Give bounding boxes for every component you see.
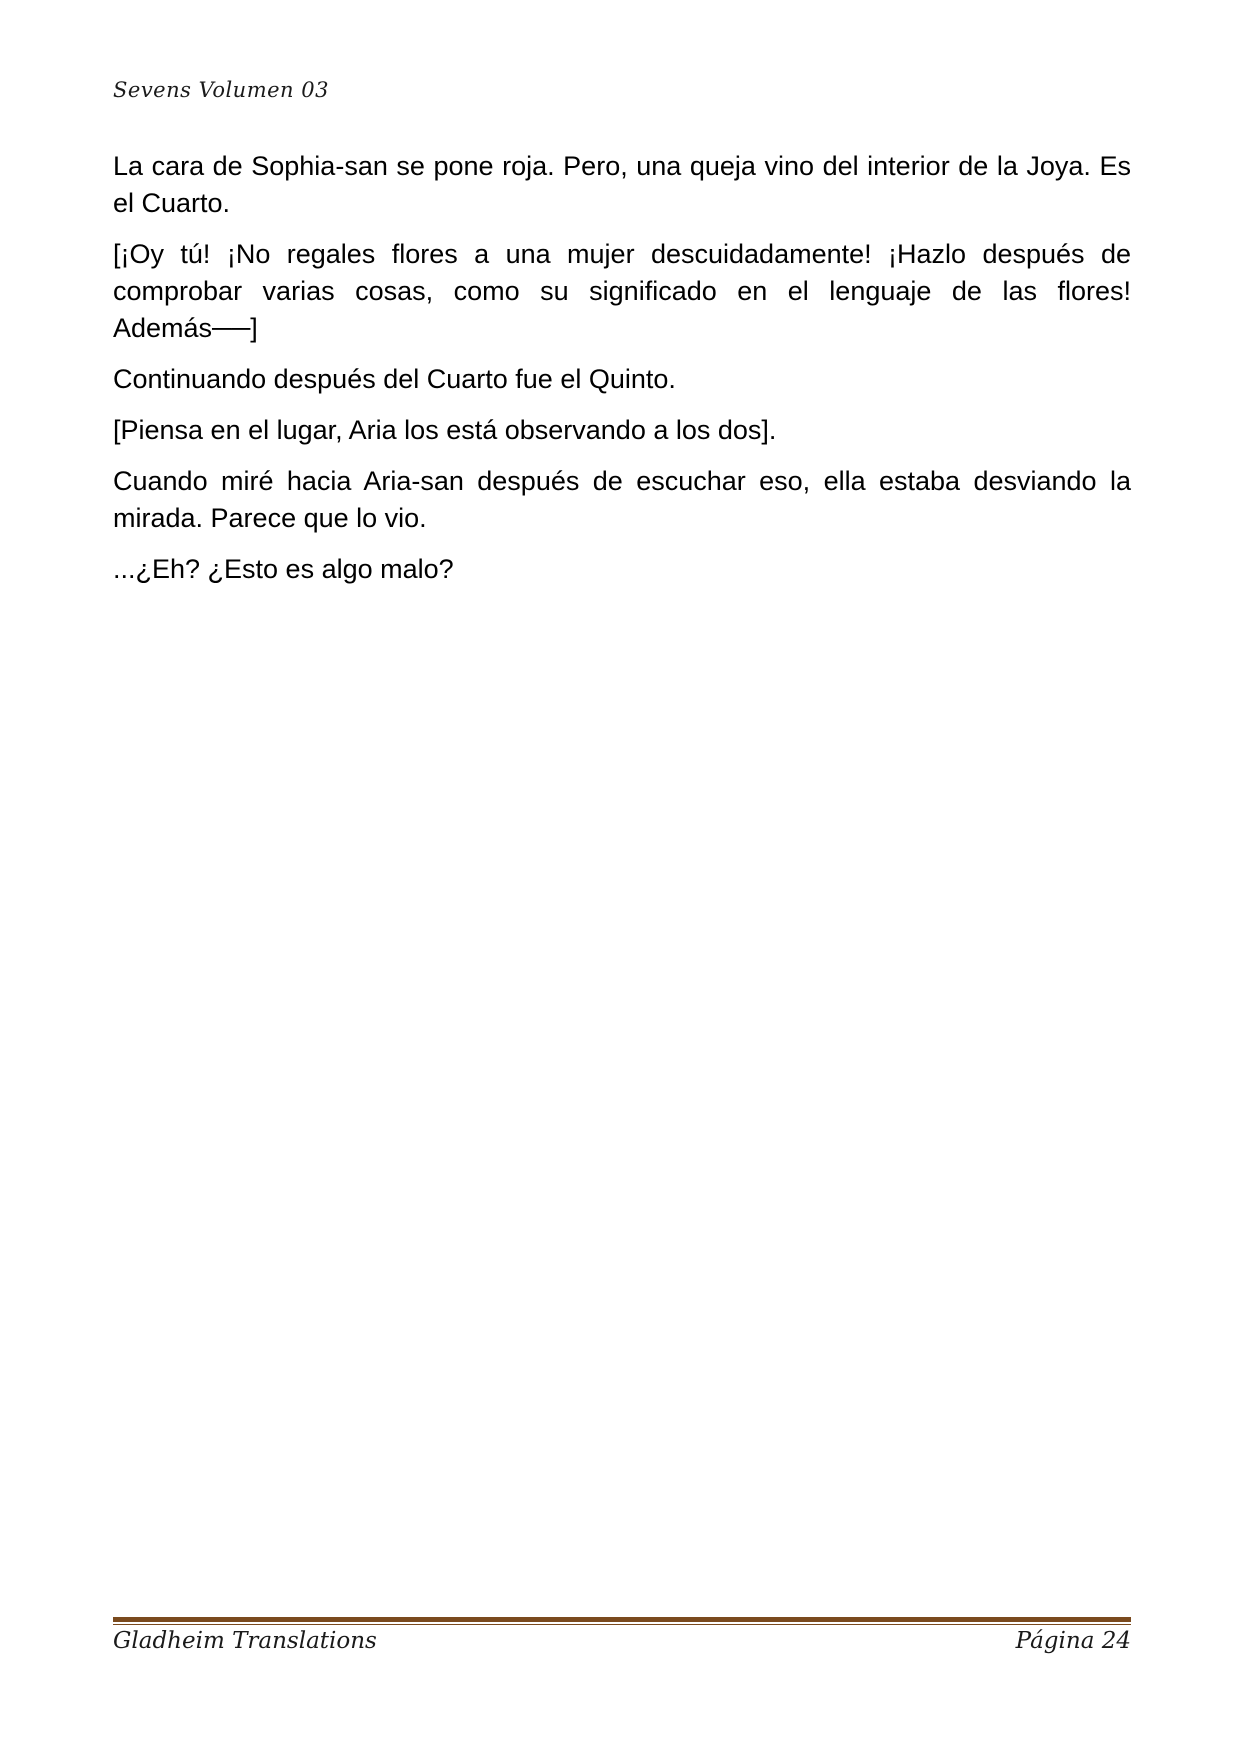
footer-divider-thin bbox=[113, 1624, 1131, 1625]
page-body bbox=[113, 148, 1131, 602]
footer-divider bbox=[113, 1617, 1131, 1625]
paragraph: [Piensa en el lugar, Aria los está observando a los dos]. bbox=[113, 415, 777, 445]
running-header: Sevens Volumen 03 bbox=[113, 78, 329, 102]
paragraph: [¡Oy tú! ¡No regales flores a una mujer descuidadamente! ¡Hazlo después de comprobar varias cosas, como su significado en el lenguaje de las flores! Además──] bbox=[113, 239, 1131, 343]
page-number: Página 24 bbox=[1015, 1628, 1131, 1654]
footer-publisher: Gladheim Translations bbox=[113, 1628, 377, 1654]
page-footer bbox=[113, 1628, 1131, 1654]
paragraph: Cuando miré hacia Aria-san después de escuchar eso, ella estaba desviando la mirada. Parece que lo vio. bbox=[113, 466, 1131, 533]
paragraph: ...¿Eh? ¿Esto es algo malo? bbox=[113, 554, 454, 584]
footer-divider-thick bbox=[113, 1617, 1131, 1622]
paragraph: La cara de Sophia-san se pone roja. Pero, una queja vino del interior de la Joya. Es el Cuarto. bbox=[113, 151, 1131, 218]
paragraph: Continuando después del Cuarto fue el Quinto. bbox=[113, 364, 676, 394]
